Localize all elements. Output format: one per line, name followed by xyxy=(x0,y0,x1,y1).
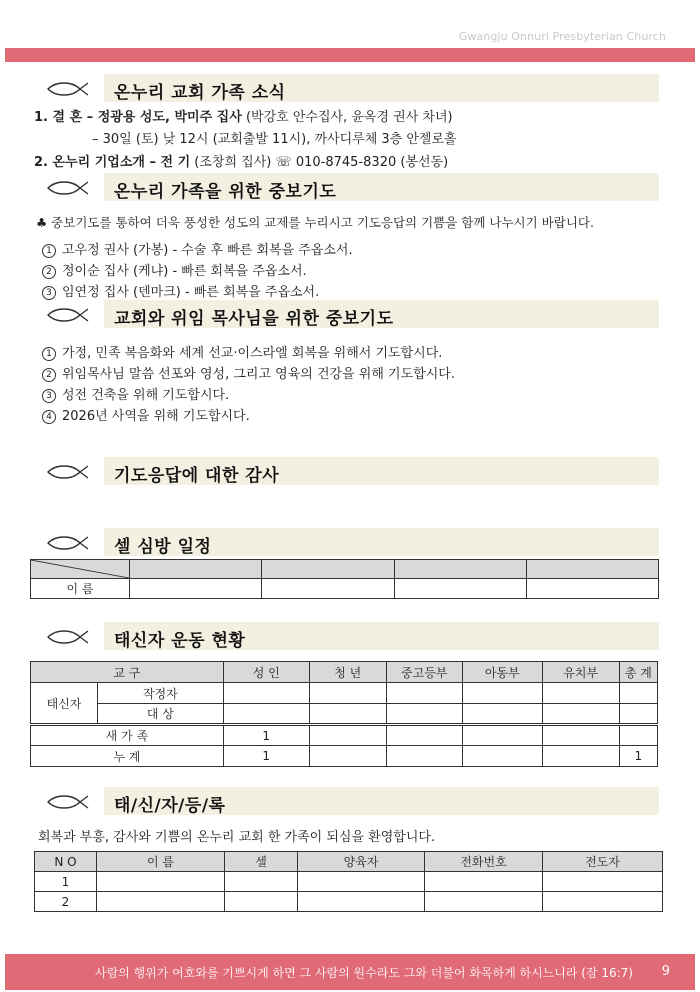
registration-table xyxy=(34,851,663,912)
section-family-news-header xyxy=(40,74,659,102)
row-number-cell: 1 xyxy=(35,872,97,892)
column-header: 유치부 xyxy=(542,662,619,683)
section-evangelism-header xyxy=(40,622,659,650)
prayer-item: 1 고우정 권사 (가봉) - 수술 후 빠른 회복을 주옵소서. xyxy=(42,239,353,258)
section-church-prayer-header xyxy=(40,300,659,328)
church-prayer-item: 4 2026년 사역을 위해 기도합시다. xyxy=(42,405,250,424)
schedule-cell xyxy=(394,579,526,599)
schedule-cell xyxy=(526,579,658,599)
prayer-item: 3 임연정 집사 (덴마크) - 빠른 회복을 주옵소서. xyxy=(42,281,319,300)
column-header: 성 인 xyxy=(223,662,309,683)
fish-icon xyxy=(46,535,90,551)
wedding-time-line: – 30일 (토) 낮 12시 (교회출발 11시), 까사디루체 3층 안젤로홀 xyxy=(92,132,457,147)
top-accent-bar xyxy=(5,48,695,62)
church-prayer-item: 3 성전 건축을 위해 기도합시다. xyxy=(42,384,229,403)
row-label-cell: 대 상 xyxy=(98,704,224,725)
fish-icon xyxy=(46,180,90,196)
evangelism-table xyxy=(30,661,658,767)
value-cell: 1 xyxy=(223,725,309,746)
diagonal-header-cell xyxy=(31,560,130,579)
fish-icon xyxy=(46,629,90,645)
row-label-cell: 누 계 xyxy=(31,746,224,767)
schedule-cell xyxy=(262,579,394,599)
section-thanks-header xyxy=(40,457,659,485)
schedule-cell xyxy=(130,579,262,599)
fish-icon xyxy=(46,464,90,480)
row-number-cell: 2 xyxy=(35,892,97,912)
wedding-line: 1. 결 혼 – 정광용 성도, 박미주 집사 (박강호 안수집사, 윤옥경 권사 차녀) xyxy=(34,110,453,125)
fish-icon xyxy=(46,794,90,810)
section-family-prayer-header xyxy=(40,173,659,201)
welcome-text: 회복과 부흥, 감사와 기쁨의 온누리 교회 한 가족이 되심을 환영합니다. xyxy=(38,830,436,845)
church-prayer-item: 1 가정, 민족 복음화와 세계 선교·이스라엘 회복을 위해서 기도합시다. xyxy=(42,342,442,361)
section-title: 기도응답에 대한 감사 xyxy=(114,466,280,486)
schedule-header-cell xyxy=(130,560,262,579)
section-title: 셀 심방 일정 xyxy=(114,537,212,557)
prayer-intro: ♣ 중보기도를 통하여 더욱 풍성한 성도의 교제를 누리시고 기도응답의 기쁨을 함께 나누시기 바랍니다. xyxy=(36,215,594,230)
column-header: 양육자 xyxy=(298,852,425,872)
value-cell: 1 xyxy=(223,746,309,767)
column-header: 셀 xyxy=(225,852,298,872)
section-title: 온누리 교회 가족 소식 xyxy=(114,83,286,103)
footer-bar xyxy=(5,954,695,990)
section-cell-visit-header xyxy=(40,528,659,556)
cell-visit-table xyxy=(30,559,659,599)
section-title: 교회와 위임 목사님을 위한 중보기도 xyxy=(114,309,394,329)
column-header: 중고등부 xyxy=(386,662,462,683)
fish-icon xyxy=(46,307,90,323)
column-header: N O xyxy=(35,852,97,872)
schedule-header-cell xyxy=(526,560,658,579)
column-header: 전도자 xyxy=(543,852,663,872)
section-title: 태/신/자/등/록 xyxy=(114,796,226,816)
column-header: 이 름 xyxy=(97,852,225,872)
prayer-item: 2 정이순 집사 (케냐) - 빠른 회복을 주옵소서. xyxy=(42,260,307,279)
footer-verse: 사람의 행위가 여호와를 기쁘시게 하면 그 사람의 원수라도 그와 더불어 화목하게 하시느니라 (잠 16:7) xyxy=(95,966,633,980)
church-name: Gwangju Onnuri Presbyterian Church xyxy=(458,30,666,43)
row-label-cell: 새 가 족 xyxy=(31,725,224,746)
column-header: 아동부 xyxy=(462,662,542,683)
row-label-cell: 작정자 xyxy=(98,683,224,704)
column-header: 청 년 xyxy=(309,662,386,683)
fish-icon xyxy=(46,81,90,97)
name-label-cell: 이 름 xyxy=(31,579,130,599)
column-header: 전화번호 xyxy=(425,852,543,872)
church-prayer-item: 2 위임목사님 말씀 선포와 영성, 그리고 영육의 건강을 위해 기도합시다. xyxy=(42,363,455,382)
section-registration-header xyxy=(40,787,659,815)
column-header: 총 계 xyxy=(619,662,657,683)
schedule-header-cell xyxy=(394,560,526,579)
schedule-header-cell xyxy=(262,560,394,579)
value-cell: 1 xyxy=(619,746,657,767)
group-label-cell: 태신자 xyxy=(31,683,98,725)
business-line: 2. 온누리 기업소개 – 전 기 (조창희 집사) ☏ 010-8745-8320 (봉선동) xyxy=(34,155,449,170)
column-header: 교 구 xyxy=(31,662,224,683)
section-title: 태신자 운동 현황 xyxy=(114,631,246,651)
page-number: 9 xyxy=(661,964,670,979)
section-title: 온누리 가족을 위한 중보기도 xyxy=(114,182,337,202)
